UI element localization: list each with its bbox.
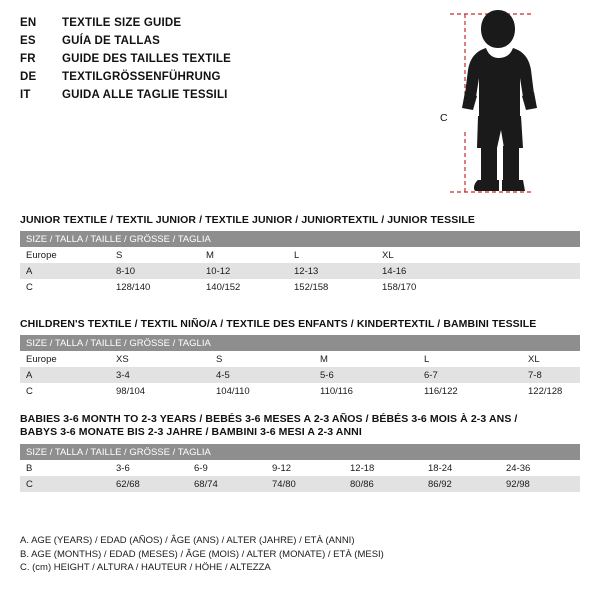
row-label: A [20,367,110,383]
legend-item-age-years: A. AGE (YEARS) / EDAD (AÑOS) / ÂGE (ANS) / ALTER (JAHRE) / ETÀ (ANNI) [20,535,355,546]
cell: S [210,351,314,367]
table-row [20,263,580,279]
guide-title: GUIDE DES TAILLES TEXTILE [62,53,231,65]
cell: XL [376,247,580,263]
babies-size-table [20,444,580,492]
language-code: EN [20,17,37,29]
cell: 122/128 [522,383,580,399]
table-head-row [20,444,580,460]
cell: 8-10 [110,263,200,279]
cell: 10-12 [200,263,288,279]
table-head-row [20,231,580,247]
child-body-shape [462,10,537,191]
row-label: B [20,460,110,476]
legend [20,534,580,575]
height-measure-label: C [440,112,448,124]
cell: 62/68 [110,476,188,492]
header-row [20,32,440,50]
cell: 9-12 [266,460,344,476]
cell: 6-9 [188,460,266,476]
section-title-line-1: BABIES 3-6 MONTH TO 2-3 YEARS / BEBÉS 3-6 MESES A 2-3 AÑOS / BÉBÉS 3-6 MOIS À 2-3 ANS / [20,413,518,425]
row-label: C [20,383,110,399]
section-childrens-textile [20,318,580,399]
table-row [20,247,580,263]
language-code: DE [20,71,37,83]
table-head-label: SIZE / TALLA / TAILLE / GRÖSSE / TAGLIA [20,444,580,460]
cell: 116/122 [418,383,522,399]
cell: 104/110 [210,383,314,399]
row-label: A [20,263,110,279]
legend-item-age-months: B. AGE (MONTHS) / EDAD (MESES) / ÂGE (MOIS) / ALTER (MONATE) / ETÀ (MESI) [20,548,384,560]
row-label: Europe [20,351,110,367]
section-title: JUNIOR TEXTILE / TEXTIL JUNIOR / TEXTILE JUNIOR / JUNIORTEXTIL / JUNIOR TESSILE [20,214,475,226]
language-code: ES [20,35,36,47]
header-row [20,50,440,68]
table-row [20,279,580,295]
cell: 74/80 [266,476,344,492]
section-title-line-2: BABYS 3-6 MONATE BIS 2-3 JAHRE / BAMBINI 3-6 MESI A 2-3 ANNI [20,426,362,438]
section-title [20,413,580,439]
cell: 7-8 [522,367,580,383]
cell: 98/104 [110,383,210,399]
cell: XL [522,351,580,367]
table-head-row [20,335,580,351]
cell: 18-24 [422,460,500,476]
row-label: C [20,279,110,295]
table-row [20,367,580,383]
cell: 5-6 [314,367,418,383]
header-language-list [20,14,440,104]
guide-title: TEXTILE SIZE GUIDE [62,17,182,29]
table-row [20,476,580,492]
section-junior-textile [20,214,580,295]
cell: 152/158 [288,279,376,295]
legend-item-height: C. (cm) HEIGHT / ALTURA / HAUTEUR / HÖHE / ALTEZZA [20,562,271,573]
children-size-table [20,335,580,399]
guide-title: GUÍA DE TALLAS [62,35,160,47]
language-code: FR [20,53,36,65]
cell: 24-36 [500,460,580,476]
cell: 12-13 [288,263,376,279]
cell: M [314,351,418,367]
silhouette-illustration [440,8,580,198]
language-code: IT [20,89,31,101]
cell: 4-5 [210,367,314,383]
cell: 12-18 [344,460,422,476]
cell: L [418,351,522,367]
cell: 128/140 [110,279,200,295]
table-row [20,351,580,367]
cell: S [110,247,200,263]
section-title: CHILDREN'S TEXTILE / TEXTIL NIÑO/A / TEXTILE DES ENFANTS / KINDERTEXTIL / BAMBINI TESSILE [20,318,537,330]
cell: 3-4 [110,367,210,383]
cell: L [288,247,376,263]
cell: 3-6 [110,460,188,476]
table-row [20,460,580,476]
cell: 140/152 [200,279,288,295]
guide-title: TEXTILGRÖSSENFÜHRUNG [62,71,221,83]
cell: 80/86 [344,476,422,492]
cell: 6-7 [418,367,522,383]
row-label: C [20,476,110,492]
table-head-label: SIZE / TALLA / TAILLE / GRÖSSE / TAGLIA [20,231,580,247]
header-row [20,14,440,32]
header-row [20,68,440,86]
section-babies-textile [20,413,580,492]
table-head-label: SIZE / TALLA / TAILLE / GRÖSSE / TAGLIA [20,335,580,351]
cell: XS [110,351,210,367]
child-silhouette-figure [440,8,580,198]
cell: 110/116 [314,383,418,399]
cell: M [200,247,288,263]
cell: 92/98 [500,476,580,492]
guide-title: GUIDA ALLE TAGLIE TESSILI [62,89,228,101]
row-label: Europe [20,247,110,263]
header-row [20,86,440,104]
table-row [20,383,580,399]
cell: 86/92 [422,476,500,492]
junior-size-table [20,231,580,295]
cell: 158/170 [376,279,580,295]
cell: 14-16 [376,263,580,279]
cell: 68/74 [188,476,266,492]
